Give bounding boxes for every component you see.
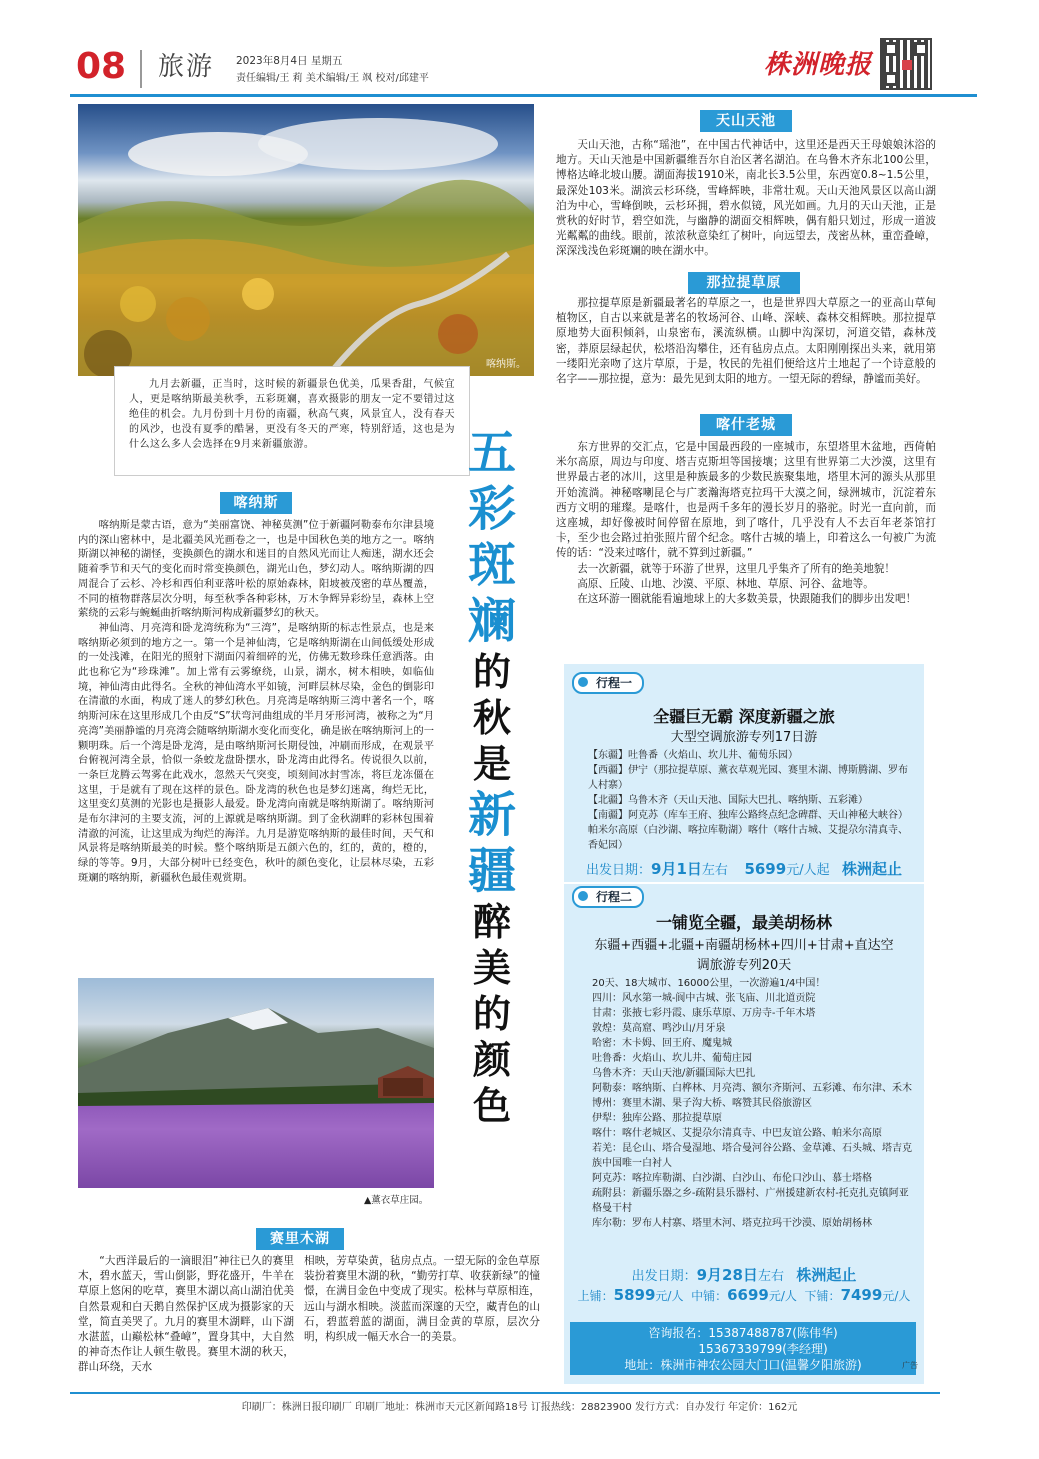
- itinerary-2-item: 博州：赛里木湖、果子沟大桥、喀赞其民俗旅游区: [592, 1098, 812, 1109]
- itinerary-2-berth-prices: [564, 1286, 924, 1304]
- itinerary-2-item: 阿勒泰：喀纳斯、白桦林、月亮湾、额尔齐斯河、五彩滩、布尔津、禾木: [592, 1083, 912, 1094]
- origin-label: 株洲起止: [796, 1266, 857, 1284]
- headline-char: 秋: [472, 696, 511, 740]
- tianchi-article: [556, 138, 936, 260]
- headline-char: 彩: [467, 481, 516, 537]
- itinerary-2-item: 若羌：昆仑山、塔合曼湿地、塔合曼河谷公路、金草滩、石头城、塔吉克族中国唯一白衬人: [592, 1143, 912, 1169]
- itinerary-2-item: 哈密：木卡姆、回王府、魔鬼城: [592, 1038, 732, 1049]
- contact-box: [570, 1322, 916, 1375]
- tianchi-text: 天山天池，古称“瑶池”，在中国古代神话中，这里还是西天王母娘娘沐浴的地方。天山天池是中国新疆维吾尔自治区著名湖泊。在乌鲁木齐东北100公里，博格达峰北坡山腰。湖面海拔1910米，南北长3.5公里，东西宽0.8~1.5公里，最深处103米。湖滨云杉环绕，雪峰辉映，非常壮观。天山天池风景区以高山湖泊为中心，雪峰倒映，云杉环拥，碧水似镜，风光如画。九月的天山天池，正是赏秋的好时节，碧空如洗，与幽静的湖面交相辉映，偶有船只划过，形成一道波光粼粼的曲线。眼前，浓浓秋意染红了树叶，向远望去，茂密丛林，重峦叠嶂，深深浅浅色彩斑斓的映在湖水中。: [556, 139, 936, 258]
- headline-char: 五: [467, 425, 516, 481]
- headline-char: 斑: [467, 537, 516, 593]
- itinerary-2-item: 库尔勒：罗布人村寨、塔里木河、塔克拉玛干沙漠、原始胡杨林: [592, 1218, 872, 1229]
- itinerary-2-title: 一铺览全疆，最美胡杨林: [655, 913, 832, 932]
- kanas-article: [78, 518, 434, 886]
- header-editors: 责任编辑/王 莉 美术编辑/王 飒 校对/邱建平: [236, 73, 429, 84]
- itinerary-1-price-line: [564, 858, 924, 879]
- kashi-tag: 喀什老城: [700, 414, 792, 436]
- headline-char: 疆: [467, 843, 516, 899]
- nalati-article: [556, 296, 936, 387]
- price-unit: 元/人起: [786, 863, 830, 878]
- sailimu-col-2: [304, 1254, 540, 1345]
- berth-label: 下铺：: [804, 1289, 841, 1303]
- itinerary-2-item: 乌鲁木齐：天山天池/新疆国际大巴扎: [592, 1068, 756, 1079]
- itinerary-2-subtitle-1: 东疆+西疆+北疆+南疆胡杨林+四川+甘肃+直达空: [594, 938, 894, 953]
- lavender-landscape: [78, 978, 434, 1188]
- tianchi-tag: 天山天池: [700, 110, 792, 132]
- itinerary-1-item: 【南疆】阿克苏（库车王府、独库公路终点纪念碑群、天山神秘大峡谷）帕米尔高原（白沙湖、喀拉库勒湖）喀什（喀什古城、艾提尕尔清真寺、香妃园）: [588, 810, 908, 851]
- main-headline: [452, 425, 532, 1129]
- itinerary-2-item: 20天、18大城市、16000公里，一次游遍1/4中国！: [592, 978, 826, 989]
- qr-code-icon: [880, 38, 932, 90]
- headline-char: 是: [472, 742, 511, 786]
- header-rule: [70, 94, 977, 97]
- brand-logo: 株洲晚报: [764, 50, 873, 80]
- footer-rule: [70, 1392, 940, 1394]
- berth-price: 5899: [613, 1286, 656, 1304]
- intro-text: 九月去新疆，正当时，这时候的新疆景色优美，瓜果香甜，气候宜人，更是喀纳斯最美秋季，五彩斑斓，喜欢摄影的朋友一定不要错过这绝佳的机会。九月份到十月份的南疆，秋高气爽，风景宜人，没有春天的风沙，也没有夏季的酷暑，更没有冬天的严寒，特别舒适，这也是为什么这么多人会选择在9月来新疆旅游。: [129, 379, 455, 450]
- section-title: 旅游: [158, 52, 215, 82]
- contact-line-1: 咨询报名：15387488787(陈伟华): [648, 1326, 838, 1340]
- kanas-photo-caption: 喀纳斯。: [486, 359, 526, 370]
- circle-bullet-icon: [578, 677, 588, 687]
- contact-line-2: 15367339799(李经理): [698, 1342, 828, 1356]
- footer-imprint: 印刷厂：株洲日报印刷厂 印刷厂地址：株洲市天元区新闻路18号 订报热线：28823900 发行方式：自办发行 年定价：162元: [241, 1402, 798, 1413]
- itinerary-1-item: 【西疆】伊宁（那拉提草原、薰衣草观光园、赛里木湖、博斯腾湖、罗布人村寨）: [588, 765, 908, 791]
- kashi-para-1: 东方世界的交汇点，它是中国最西段的一座城市，东望塔里木盆地，西倚帕米尔高原，周边与印度、塔吉克斯坦等国接壤；这里有世界第二大沙漠，这里有世界最古老的冰川，这里是种族最多的少数民族聚集地，塔里木河的源头从那里开始流淌。神秘喀喇昆仑与广袤瀚海塔克拉玛干大漠之间，绿洲城市，沉淀着东西方文明的璀璨。是喀什，也是两千多年的漫长岁月的骆驼。时光一直向前，而这座城，却好像被时间停留在原地，到了喀什，几乎没有人不去百年老茶馆打卡，至少也会路过拍张照片留个纪念。喀什古城的墙上，印着这么一句被广为流传的话：“没来过喀什，就不算到过新疆。”: [556, 441, 936, 560]
- kashi-para-3: 高原、丘陵、山地、沙漠、平原、林地、草原、河谷、盆地等。: [577, 577, 874, 590]
- headline-char: 美: [472, 946, 511, 990]
- itinerary-2-item: 甘肃：张掖七彩丹霞、康乐草原、万房寺-千年木塔: [592, 1008, 816, 1019]
- kanas-para-1: 喀纳斯是蒙古语，意为“美丽富饶、神秘莫测”位于新疆阿勒泰布尔津县境内的深山密林中，是北疆美风光画卷之一，也是中国秋色美的地方之一。喀纳斯湖以神秘的湖怪，变换颜色的湖水和迷目的自然风光而让人痴迷，湖水还会随着季节和天气的变化而时常变换颜色，湖光山色，梦幻动人。喀纳斯湖的四周混合了云杉、冷杉和西伯利亚落叶松的原始森林，阳坡被茂密的草丛覆盖，不同的植物群落层次分明，每至秋季各种彩林，万木争辉异彩纷呈，森林上空萦绕的云彩与蜿蜒曲折喀纳斯河构成新疆梦幻的秋天。: [78, 519, 434, 620]
- contact-address: 地址：株洲市神农公园大门口(温馨夕阳旅游): [624, 1358, 862, 1372]
- date-prefix: 出发日期：: [586, 863, 652, 878]
- intro-box: [114, 366, 470, 476]
- kanas-landscape: [78, 104, 534, 376]
- itinerary-2-list: [592, 976, 914, 1231]
- headline-char: 的: [472, 992, 511, 1036]
- headline-char: 斓: [467, 593, 516, 649]
- kashi-para-2: 去一次新疆，就等于环游了世界，这里几乎集齐了所有的绝美地貌！: [577, 562, 895, 575]
- itinerary-box: [564, 664, 924, 1384]
- lavender-photo-caption: ▲薰衣草庄园。: [364, 1195, 429, 1206]
- itinerary-2-subtitle-2: 调旅游专列20天: [696, 958, 792, 973]
- itinerary-2-label-text: 行程二: [596, 890, 633, 904]
- itinerary-2-item: 喀什：喀什老城区、艾提尕尔清真寺、中巴友谊公路、帕米尔高原: [592, 1128, 882, 1139]
- itinerary-1-label: [572, 672, 644, 694]
- header-divider: [140, 50, 142, 88]
- itinerary-1-title: 全疆巨无霸 深度新疆之旅: [653, 707, 835, 726]
- berth-unit: 元/人: [882, 1289, 911, 1303]
- date-suffix: 左右: [701, 863, 728, 878]
- circle-bullet-icon: [578, 891, 588, 901]
- berth-label: 中铺：: [691, 1289, 728, 1303]
- berth-unit: 元/人: [655, 1289, 684, 1303]
- kashi-article: [556, 440, 936, 607]
- itinerary-2-item: 吐鲁番：火焰山、坎儿井、葡萄庄园: [592, 1053, 752, 1064]
- berth-unit: 元/人: [768, 1289, 797, 1303]
- berth-price: 6699: [727, 1286, 769, 1304]
- kanas-photo: [78, 104, 534, 376]
- itinerary-1-item: 【东疆】吐鲁番（火焰山、坎儿井、葡萄乐园）: [588, 750, 798, 761]
- lavender-photo: [78, 978, 434, 1188]
- itinerary-1-subtitle: 大型空调旅游专列17日游: [670, 730, 818, 745]
- itinerary-2-label: [572, 886, 644, 908]
- origin-label: 株洲起止: [841, 860, 902, 878]
- berth-price: 7499: [840, 1286, 883, 1304]
- itinerary-2-item: 疏附县：新疆乐器之乡-疏附县乐器村、广州援建新农村-托克扎克镇阿亚格曼干村: [592, 1188, 909, 1214]
- itinerary-2-item: 敦煌：莫高窟、鸣沙山/月牙泉: [592, 1023, 726, 1034]
- itinerary-2-item: 四川：风水第一城-阆中古城、张飞庙、川北道贡院: [592, 993, 816, 1004]
- kanas-para-2: 神仙湾、月亮湾和卧龙湾统称为“三湾”，是喀纳斯的标志性景点，也是来喀纳斯必须到的地方之一。第一个是神仙湾，它是喀纳斯湖在山间低缓处形成的一处浅滩，在阳光的照射下湖面闪着细碎的光，仿佛无数珍珠任意洒落。由此也称它为“珍珠滩”。加上常有云雾缭绕，山景，湖水，树木相映，如临仙境，神仙湾由此得名。全秋的神仙湾水平如镜，河畔层林尽染，金色的倒影印在清澈的水面，构成了迷人的梦幻秋色。月亮湾是喀纳斯三湾中著名一个，喀纳斯河床在这里形成几个由反“S”状弯河曲组成的半月牙形河湾，被称之为“月亮湾”美丽静谧的月亮湾会随喀纳斯湖水变化而变化，确是嵌在喀纳斯河上的一颗明珠。后一个湾是卧龙湾，是由喀纳斯河长期侵蚀，冲刷而形成，在观景平台俯视河湾全景，恰似一条蛟龙盘卧摆水，卧龙湾由此得名。传说很久以前，一条巨龙腾云驾雾在此戏水，忽然天气突变，顷刻间冰封雪冻，将巨龙冻僵在这里，于是就有了现在这样的景色。卧龙湾的秋色也是梦幻迷离，绚烂无比，这里变幻莫测的光影也是摄影人最爱。卧龙湾向南就是喀纳斯湖了。喀纳斯河是布尔津河的主要支流，河的上源就是喀纳斯湖。到了金秋湖畔的彩林包围着清澈的河流，让这里成为绚烂的海洋。九月是游览喀纳斯的最佳时间，天气和风景将是喀纳斯最美的时候。整个喀纳斯是五颜六色的，红的，黄的，橙的，绿的等等。9月，大部分树叶已经变色，秋叶的颜色变化，让层林尽染，五彩斑斓的喀纳斯，新疆秋色最佳观赏期。: [78, 621, 434, 884]
- date-prefix: 出发日期：: [631, 1269, 697, 1284]
- headline-char: 醉: [472, 900, 511, 944]
- itinerary-2-item: 阿克苏：喀拉库勒湖、白沙湖、白沙山、布伦口沙山、慕士塔格: [592, 1173, 872, 1184]
- itinerary-1-label-text: 行程一: [596, 676, 633, 690]
- nalati-tag: 那拉提草原: [688, 272, 800, 294]
- kashi-para-4: 在这环游一圈就能看遍地球上的大多数美景，快跟随我们的脚步出发吧！: [577, 593, 917, 606]
- header-date: 2023年8月4日 星期五: [236, 55, 343, 67]
- sailimu-text-1: “大西洋最后的一滴眼泪”神往已久的赛里木，碧水蓝天，雪山倒影，野花盛开，牛羊在草原上悠闲的吃草，赛里木湖以高山湖泊优美自然景观和白天鹅自然保护区成为摄影家的天堂，简直美哭了。九月的赛里木湖畔，山下湖水湛蓝，山巅松林“叠嶂”，置身其中，大自然的神奇杰作让人顿生敬畏。赛里木湖的秋天，群山环绕，天水: [78, 1255, 294, 1374]
- itinerary-1-item: 【北疆】乌鲁木齐（天山天池、国际大巴扎、喀纳斯、五彩滩）: [588, 795, 868, 806]
- headline-char: 新: [467, 787, 516, 843]
- ad-mark: 广告: [902, 1361, 918, 1370]
- kanas-tag: 喀纳斯: [220, 492, 292, 514]
- nalati-text: 那拉提草原是新疆最著名的草原之一，也是世界四大草原之一的亚高山草甸植物区，自古以来就是著名的牧场河谷、山峰、深峡、森林交相辉映。那拉提草原地势大面积倾斜，山泉密布，溪流纵横。山脚中沟深切，河道交错，森林茂密，莽原层绿起伏，松塔沿沟攀住，还有毡房点点。太阳刚刚探出头来，就用第一缕阳光亲吻了这片草原，于是，牧民的先祖们便给这片土地起了一个诗意般的名字——那拉提，意为：最先见到太阳的地方。一望无际的碧绿，静谧而美好。: [556, 297, 936, 386]
- departure-date: 9月1日: [651, 860, 702, 878]
- sailimu-tag: 赛里木湖: [256, 1228, 344, 1250]
- page-number: 08: [76, 46, 127, 87]
- berth-label: 上铺：: [577, 1289, 614, 1303]
- itinerary-divider: [564, 882, 924, 884]
- sailimu-text-2: 相映，芳草染黄，毡房点点。一望无际的金色草原装扮着赛里木湖的秋，“勤劳打草、收获新绿”的憧憬，在满目金色中变成了现实。松林与草原相连，远山与湖水相映。淡蓝而深邃的天空，藏青色的山石，碧蓝碧蓝的湖面，满目金黄的草原，层次分明，构织成一幅天水合一的美景。: [304, 1255, 540, 1344]
- date-suffix: 左右: [757, 1269, 784, 1284]
- itinerary-1-list: [588, 748, 914, 853]
- headline-char: 色: [472, 1084, 511, 1128]
- headline-char: 颜: [472, 1038, 511, 1082]
- sailimu-col-1: [78, 1254, 294, 1376]
- itinerary-2-date-line: [564, 1264, 924, 1285]
- departure-date: 9月28日: [696, 1266, 758, 1284]
- headline-char: 的: [472, 650, 511, 694]
- price-value: 5699: [744, 860, 787, 878]
- itinerary-2-item: 伊犁：独库公路、那拉提草原: [592, 1113, 722, 1124]
